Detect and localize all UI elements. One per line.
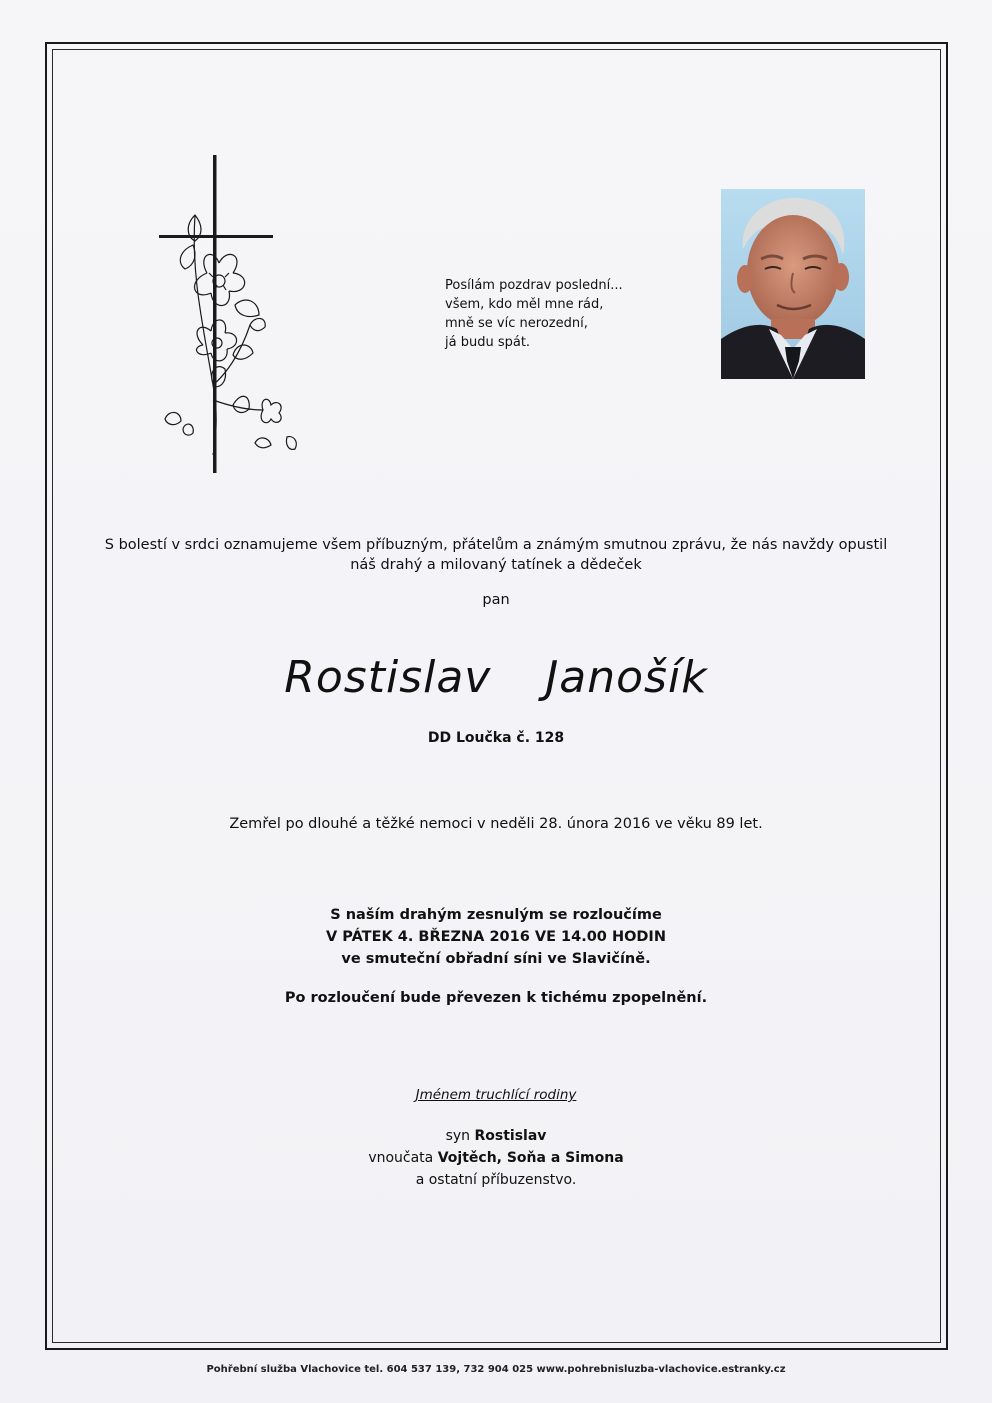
honorific: pan bbox=[482, 592, 510, 608]
family-others: a ostatní příbuzenstvo. bbox=[415, 1172, 577, 1188]
family-son bbox=[60, 1125, 932, 1147]
death-notice: Zemřel po dlouhé a těžké nemoci v neděli 28. února 2016 ve věku 89 let. bbox=[229, 816, 763, 832]
poem bbox=[445, 276, 623, 352]
farewell-line: V PÁTEK 4. BŘEZNA 2016 VE 14.00 HODIN bbox=[326, 929, 666, 945]
poem-line: já budu spát. bbox=[445, 335, 531, 350]
family-grandchildren-names: Vojtěch, Soňa a Simona bbox=[437, 1150, 624, 1166]
family-heading: Jménem truchlící rodiny bbox=[415, 1087, 577, 1103]
family-list bbox=[60, 1125, 932, 1191]
cremation-note: Po rozloučení bude převezen k tichému zpopelnění. bbox=[284, 990, 708, 1006]
announcement bbox=[60, 535, 932, 575]
announcement-line: náš drahý a milovaný tatínek a dědeček bbox=[350, 557, 642, 573]
announcement-line: S bolestí v srdci oznamujeme všem příbuzným, přátelům a známým smutnou zprávu, že nás navždy opustil bbox=[104, 537, 888, 553]
poem-line: všem, kdo měl mne rád, bbox=[445, 297, 604, 312]
family-son-name: Rostislav bbox=[474, 1128, 547, 1144]
farewell-info bbox=[60, 904, 932, 970]
family-son-prefix: syn bbox=[445, 1128, 475, 1144]
family-grandchildren bbox=[60, 1147, 932, 1169]
cross-with-flowers-icon bbox=[155, 155, 325, 475]
deceased-name: Rostislav Janošík bbox=[284, 652, 708, 703]
address: DD Loučka č. 128 bbox=[427, 730, 565, 746]
farewell-line: S naším drahým zesnulým se rozloučíme bbox=[330, 907, 662, 923]
poem-line: Posílám pozdrav poslední... bbox=[445, 278, 623, 293]
family-grandchildren-prefix: vnoučata bbox=[368, 1150, 438, 1166]
portrait-photo bbox=[721, 189, 865, 379]
farewell-line: ve smuteční obřadní síni ve Slavičíně. bbox=[341, 951, 651, 967]
footer-contact: Pohřební služba Vlachovice tel. 604 537 139, 732 904 025 www.pohrebnisluzba-vlachovice.estranky.cz bbox=[206, 1364, 786, 1375]
poem-line: mně se víc nerozední, bbox=[445, 316, 588, 331]
